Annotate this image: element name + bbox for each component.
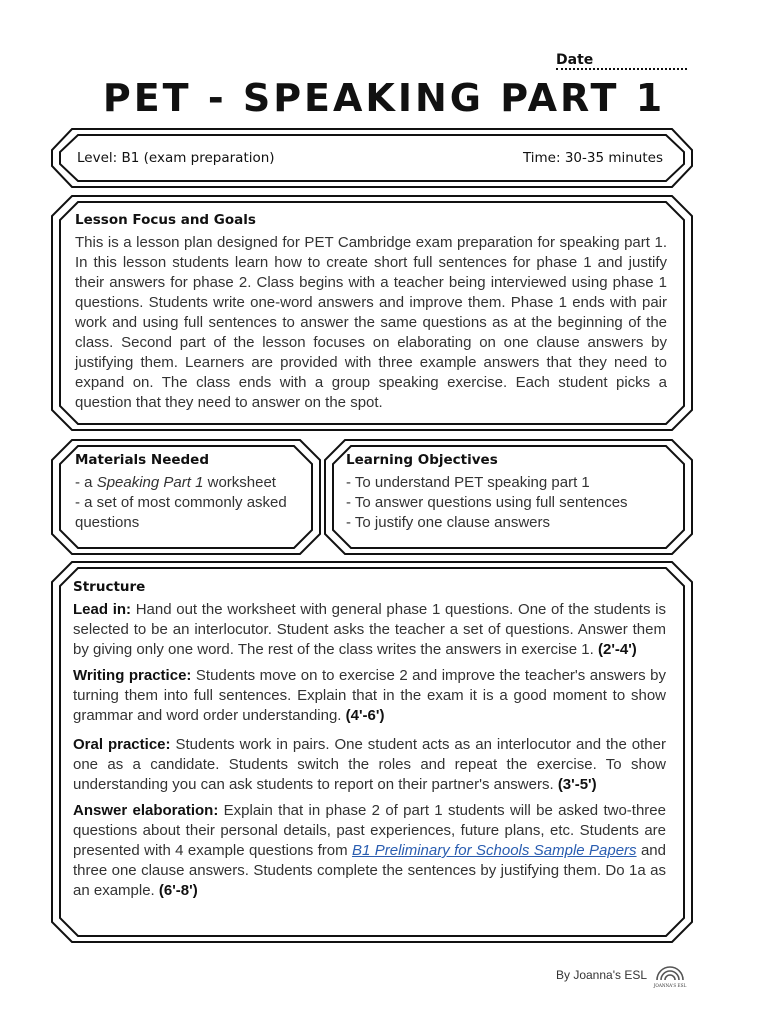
info-row xyxy=(77,150,663,166)
materials-item-worksheet-name: Speaking Part 1 xyxy=(96,474,204,491)
structure-section xyxy=(73,579,666,907)
lead-in-text: Hand out the worksheet with general phase 1 questions. One of the students is selected to be an interlocutor. Student asks the teacher a set of questions. Answer them by giving only one word. The rest of the class writes the answers in exercise 1. xyxy=(73,601,666,658)
materials-section xyxy=(75,452,303,533)
materials-heading: Materials Needed xyxy=(75,452,210,468)
time-text: Time: 30-35 minutes xyxy=(522,150,663,166)
lesson-focus-section xyxy=(75,212,667,413)
answer-elaboration-text-end: and three one clause answers. Students complete the sentences by justifying them. Do 1a as an example. xyxy=(73,842,666,899)
writing-practice-time: (4'-6') xyxy=(345,707,385,724)
oral-practice-paragraph xyxy=(73,735,666,795)
answer-elaboration-text: Explain that in phase 2 of part 1 students will be asked two-three questions about their personal details, past experiences, future plans, etc. Students are presented with 4 example questions from xyxy=(73,802,666,859)
answer-elaboration-time: (6'-8') xyxy=(158,882,198,899)
level-text: Level: B1 (exam preparation) xyxy=(77,150,275,166)
structure-heading: Structure xyxy=(73,579,146,595)
answer-elaboration-paragraph xyxy=(73,801,666,901)
objectives-heading: Learning Objectives xyxy=(346,452,498,468)
objective-item: - To justify one clause answers xyxy=(346,514,550,531)
objectives-section xyxy=(346,452,666,533)
materials-item-suffix: worksheet xyxy=(203,474,276,491)
lesson-focus-heading: Lesson Focus and Goals xyxy=(75,212,256,228)
lead-in-time: (2'-4') xyxy=(597,641,637,658)
logo-text: JOANNA'S ESL xyxy=(653,983,687,988)
objective-item: - To answer questions using full sentences xyxy=(346,494,628,511)
oral-practice-label: Oral practice: xyxy=(73,736,171,753)
oral-practice-time: (3'-5') xyxy=(557,776,597,793)
objective-item: - To understand PET speaking part 1 xyxy=(346,474,590,491)
date-input-line[interactable] xyxy=(556,68,687,70)
writing-practice-text: Students move on to exercise 2 and improve the teacher's answers by turning them into full sentences. Explain that in the exam it is a good moment to show grammar and word order understanding. xyxy=(73,667,666,724)
date-label: Date xyxy=(556,52,594,68)
writing-practice-label: Writing practice: xyxy=(73,667,192,684)
lesson-focus-text: This is a lesson plan designed for PET Cambridge exam preparation for speaking part 1. In this lesson students learn how to create short full sentences for phase 1 and justify their answers for phase 2. Class begins with a teacher being interviewed using phase 1 questions. Students write one-word answers and improve them. Phase 1 ends with pair work and using full sentences to answer the same questions as at the beginning of the class. Second part of the lesson focuses on elaborating on one clause answers by justifying them. Learners are provided with three example answers that they need to expand on. The class ends with a group speaking exercise. Each student picks a question that they need to answer on the spot. xyxy=(75,234,667,411)
materials-item-prefix: - a xyxy=(75,474,97,491)
rainbow-logo-icon xyxy=(652,956,688,990)
answer-elaboration-label: Answer elaboration: xyxy=(73,802,219,819)
sample-papers-link[interactable]: B1 Preliminary for Schools Sample Papers xyxy=(351,842,637,859)
author-credit: By Joanna's ESL xyxy=(556,968,648,982)
lead-in-label: Lead in: xyxy=(73,601,132,618)
writing-practice-paragraph xyxy=(73,666,666,726)
materials-item xyxy=(75,473,303,493)
lead-in-paragraph xyxy=(73,600,666,660)
page-title: PET - SPEAKING PART 1 xyxy=(102,76,666,120)
materials-item: - a set of most commonly asked questions xyxy=(75,494,287,531)
oral-practice-text: Students work in pairs. One student acts as an interlocutor and the other one as a candidate. Students switch the roles and repeat the exercise. To show understanding you can ask students to report on their partner's answers. xyxy=(73,736,666,793)
